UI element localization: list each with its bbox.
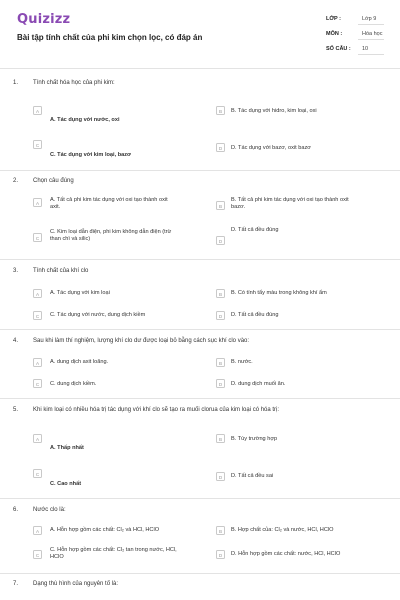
question-text: Tính chất của khí clo	[33, 268, 89, 274]
question-text: Tính chất hóa học của phi kim:	[33, 80, 115, 86]
option-box-a[interactable]: A	[33, 106, 42, 115]
question-count-label: SỐ CÂU :	[326, 46, 351, 52]
option-box-d[interactable]: D	[216, 379, 225, 388]
option-line-1: B. Tất cả phi kim tác dụng với oxi tạo thành oxit	[231, 197, 349, 203]
option-box-a[interactable]: A	[33, 289, 42, 298]
option-box-b[interactable]: B	[216, 106, 225, 115]
option-box-d[interactable]: D	[216, 311, 225, 320]
option-line-2: bazơ.	[231, 204, 246, 210]
option-box-d[interactable]: D	[216, 472, 225, 481]
option-text: C. Cao nhất	[50, 481, 82, 487]
question-divider	[0, 170, 400, 171]
option-box-c[interactable]: C	[33, 379, 42, 388]
question-text: Dạng thù hình của nguyên tố là:	[33, 581, 119, 587]
question-text: Sau khi làm thí nghiệm, lượng khí clo dư được loại bỏ bằng cách sục khí clo vào:	[33, 338, 250, 344]
option-text	[50, 547, 177, 561]
worksheet-title: Bài tập tính chất của phi kim chọn lọc, có đáp án	[17, 33, 203, 42]
option-box-c[interactable]: C	[33, 140, 42, 149]
option-box-d[interactable]: D	[216, 550, 225, 559]
option-text: C. Tác dụng với kim loại, bazơ	[50, 152, 131, 158]
option-text: C. dung dịch kiềm.	[50, 381, 97, 387]
option-line-1: C. Hỗn hợp gồm các chất: Cl₂ tan trong nước, HCl,	[50, 547, 177, 553]
question-number: 3.	[13, 268, 19, 274]
question-text: Chọn câu đúng	[33, 178, 74, 184]
option-text: B. Hợp chất của: Cl₂ và nước, HCl, HClO	[231, 527, 334, 533]
option-line-2: axit.	[50, 204, 61, 210]
option-text: A. Tác dụng với nước, oxi	[50, 117, 120, 123]
question-divider	[0, 259, 400, 260]
question-count-value: 10	[362, 46, 369, 52]
option-text: C. Tác dụng với nước, dung dịch kiềm	[50, 312, 146, 318]
worksheet-header	[0, 0, 400, 68]
question-number: 1.	[13, 80, 19, 86]
question-number: 7.	[13, 581, 19, 587]
option-box-a[interactable]: A	[33, 198, 42, 207]
grade-underline	[358, 24, 384, 25]
option-line-2: HClO	[50, 554, 64, 560]
option-box-a[interactable]: A	[33, 526, 42, 535]
question-divider	[0, 329, 400, 330]
option-text: A. Thấp nhất	[50, 445, 84, 451]
question-text: Nước clo là:	[33, 507, 66, 513]
option-text: A. Hỗn hợp gồm các chất: Cl₂ và HCl, HClO	[50, 527, 160, 533]
option-line-1: C. Kim loại dẫn điện, phi kim không dẫn điện (trừ	[50, 229, 172, 235]
option-box-b[interactable]: B	[216, 358, 225, 367]
option-text: D. Tất cả đều đúng	[231, 312, 279, 318]
question-number: 6.	[13, 507, 19, 513]
option-box-c[interactable]: C	[33, 469, 42, 478]
subject-label: MÔN :	[326, 31, 343, 37]
subject-value: Hóa học	[362, 31, 383, 37]
option-box-b[interactable]: B	[216, 434, 225, 443]
quizizz-logo: Quizizz	[17, 12, 71, 27]
option-box-a[interactable]: A	[33, 434, 42, 443]
option-box-b[interactable]: B	[216, 289, 225, 298]
option-box-a[interactable]: A	[33, 358, 42, 367]
option-line-1: A. Tất cả phi kim tác dụng với oxi tạo thành oxit	[50, 197, 168, 203]
option-box-b[interactable]: B	[216, 526, 225, 535]
question-number: 2.	[13, 178, 19, 184]
option-text: D. dung dịch muối ăn.	[231, 381, 286, 387]
question-count-underline	[358, 54, 384, 55]
option-box-c[interactable]: C	[33, 550, 42, 559]
option-text	[231, 197, 349, 211]
question-divider	[0, 498, 400, 499]
question-text: Khi kim loại có nhiều hóa trị tác dụng với khí clo sẽ tạo ra muối clorua của kim loại có hóa trị:	[33, 407, 280, 413]
option-text: A. dung dịch axit loãng.	[50, 359, 109, 365]
option-text: B. nước.	[231, 359, 253, 365]
subject-underline	[358, 39, 384, 40]
option-text: D. Tất cả đều đúng	[231, 227, 279, 233]
option-text: A. Tác dụng với kim loại	[50, 290, 110, 296]
option-box-d[interactable]: D	[216, 143, 225, 152]
question-divider	[0, 398, 400, 399]
grade-value: Lớp 9	[362, 16, 377, 22]
option-line-2: than chì và silic)	[50, 236, 91, 242]
option-text: D. Hỗn hợp gồm các chất: nước, HCl, HClO	[231, 551, 341, 557]
option-box-c[interactable]: C	[33, 233, 42, 242]
option-box-d[interactable]: D	[216, 236, 225, 245]
option-text: B. Tác dụng với hidro, kim loại, oxi	[231, 108, 317, 114]
option-box-c[interactable]: C	[33, 311, 42, 320]
option-text: D. Tác dụng với bazơ, oxit bazơ	[231, 145, 311, 151]
header-divider	[0, 68, 400, 69]
option-text: D. Tất cả đều sai	[231, 473, 274, 479]
option-text	[50, 197, 168, 211]
grade-label: LỚP :	[326, 16, 341, 22]
question-divider	[0, 573, 400, 574]
question-number: 4.	[13, 338, 19, 344]
option-box-b[interactable]: B	[216, 201, 225, 210]
option-text: B. Có tính tẩy màu trong không khí ẩm	[231, 290, 327, 296]
option-text	[50, 229, 171, 243]
option-text: B. Tùy trường hợp	[231, 436, 278, 442]
question-number: 5.	[13, 407, 19, 413]
